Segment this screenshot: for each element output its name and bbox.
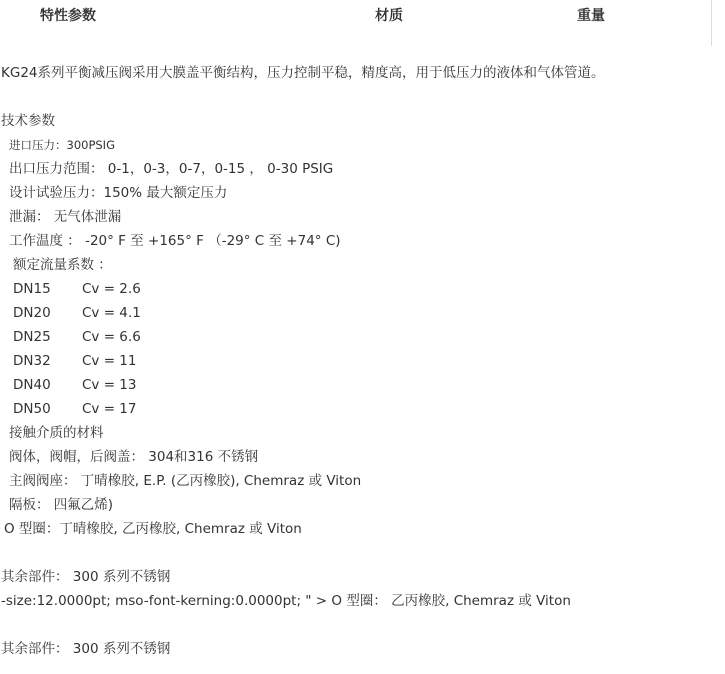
leakage: 泄漏： 无气体泄漏 bbox=[9, 209, 122, 225]
flow-dn: DN32 bbox=[13, 353, 51, 369]
outlet-pressure-range: 出口压力范围： 0-1，0-3，0-7，0-15 ， 0-30 PSIG bbox=[9, 161, 334, 177]
header-weight: 重量 bbox=[577, 8, 605, 24]
material-oring: O 型圈：丁晴橡胶, 乙丙橡胶, Chemraz 或 Viton bbox=[4, 521, 302, 537]
material-body: 阀体，阀帽，后阀盖： 304和316 不锈钢 bbox=[9, 449, 259, 465]
flow-dn: DN15 bbox=[13, 281, 51, 297]
flow-row bbox=[13, 397, 137, 421]
test-pressure: 设计试验压力：150% 最大额定压力 bbox=[9, 185, 228, 201]
flow-cv: Cv = 6.6 bbox=[82, 329, 141, 345]
header-specs: 特性参数 bbox=[40, 8, 96, 24]
flow-dn: DN50 bbox=[13, 401, 51, 417]
flow-dn: DN25 bbox=[13, 329, 51, 345]
material-other-parts-repeat: 其余部件： 300 系列不锈钢 bbox=[1, 641, 171, 657]
specs-title: 技术参数 bbox=[1, 113, 55, 129]
stray-markup-text: -size:12.0000pt; mso-font-kerning:0.0000pt; " > O 型圈： 乙丙橡胶, Chemraz 或 Viton bbox=[1, 593, 571, 609]
flow-row bbox=[13, 373, 137, 397]
flow-cv: Cv = 11 bbox=[82, 353, 137, 369]
flow-dn: DN20 bbox=[13, 305, 51, 321]
flow-row bbox=[13, 349, 137, 373]
flow-cv: Cv = 2.6 bbox=[82, 281, 141, 297]
flow-row bbox=[13, 301, 141, 325]
flow-coefficient-title: 额定流量系数 ： bbox=[13, 257, 112, 273]
flow-row bbox=[13, 277, 141, 301]
table-border bbox=[711, 0, 712, 46]
flow-cv: Cv = 17 bbox=[82, 401, 137, 417]
flow-row bbox=[13, 325, 141, 349]
flow-cv: Cv = 13 bbox=[82, 377, 137, 393]
intro-paragraph: KG24系列平衡减压阀采用大膜盖平衡结构，压力控制平稳，精度高，用于低压力的液体和气体管道。 bbox=[1, 65, 605, 81]
material-diaphragm: 隔板： 四氟乙烯) bbox=[9, 497, 114, 513]
materials-title: 接触介质的材料 bbox=[9, 425, 104, 441]
material-other-parts: 其余部件： 300 系列不锈钢 bbox=[1, 569, 171, 585]
temperature: 工作温度 ： -20° F 至 +165° F （-29° C 至 +74° C) bbox=[9, 233, 341, 249]
flow-cv: Cv = 4.1 bbox=[82, 305, 141, 321]
material-seat: 主阀阀座： 丁晴橡胶, E.P. (乙丙橡胶), Chemraz 或 Viton bbox=[9, 473, 362, 489]
header-material: 材质 bbox=[375, 8, 403, 24]
flow-dn: DN40 bbox=[13, 377, 51, 393]
inlet-pressure: 进口压力：300PSIG bbox=[9, 138, 115, 152]
table-header-row bbox=[0, 0, 725, 30]
